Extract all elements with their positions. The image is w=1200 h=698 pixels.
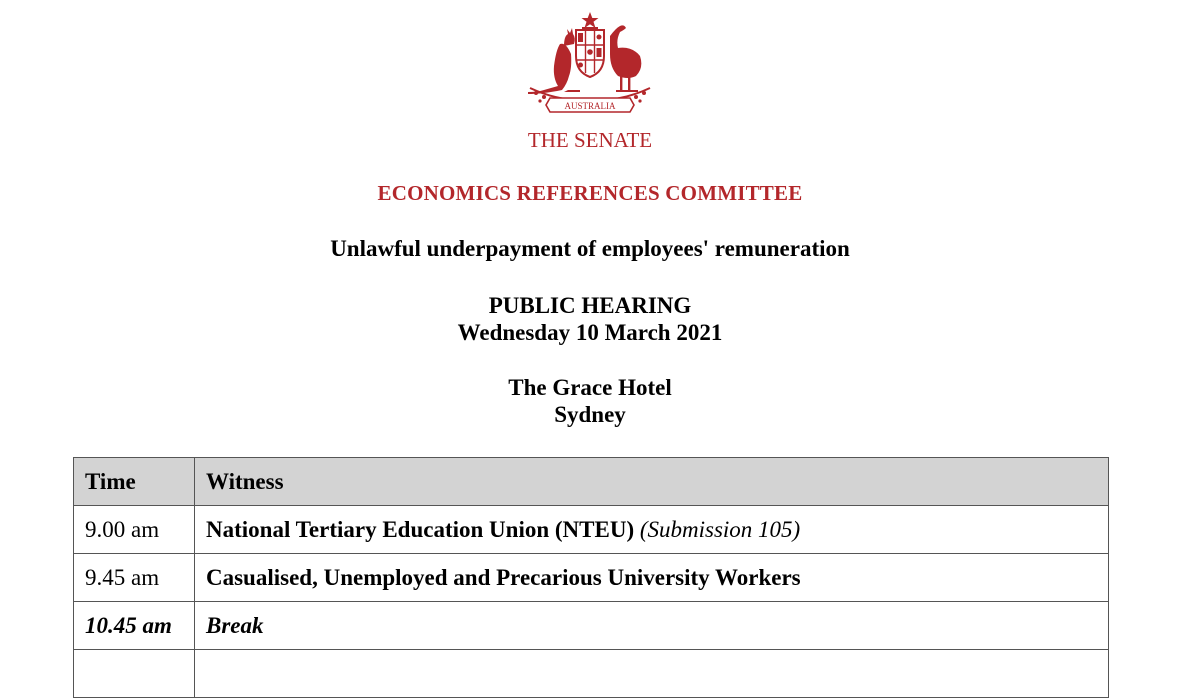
table-row-partial bbox=[74, 650, 1109, 698]
hearing-type: PUBLIC HEARING bbox=[488, 293, 692, 318]
row-witness-empty bbox=[195, 650, 1109, 698]
table-row-break bbox=[74, 602, 1109, 650]
venue-block bbox=[0, 374, 1180, 428]
inquiry-title: Unlawful underpayment of employees' remuneration bbox=[330, 236, 850, 261]
row-witness: National Tertiary Education Union (NTEU) bbox=[206, 516, 635, 542]
row-time-empty bbox=[74, 650, 195, 698]
row-witness: Break bbox=[195, 602, 1109, 650]
row-submission-note: (Submission 105) bbox=[639, 516, 801, 542]
emblem-label: AUSTRALIA bbox=[564, 101, 616, 111]
venue-name: The Grace Hotel bbox=[508, 375, 672, 400]
time-column-header: Time bbox=[74, 458, 195, 506]
table-header-row bbox=[74, 458, 1109, 506]
hearing-block bbox=[0, 292, 1180, 346]
witness-column-header: Witness bbox=[195, 458, 1109, 506]
row-witness: Casualised, Unemployed and Precarious University Workers bbox=[206, 564, 801, 590]
table-row bbox=[74, 506, 1109, 554]
row-witness-cell bbox=[195, 554, 1109, 602]
schedule-table bbox=[73, 457, 1109, 698]
venue-city: Sydney bbox=[554, 402, 626, 427]
chamber-title: THE SENATE bbox=[527, 128, 653, 152]
hearing-date: Wednesday 10 March 2021 bbox=[457, 320, 723, 345]
row-witness-cell bbox=[195, 506, 1109, 554]
row-time: 9.00 am bbox=[74, 506, 195, 554]
table-row bbox=[74, 554, 1109, 602]
row-time: 10.45 am bbox=[74, 602, 195, 650]
commonwealth-coat-of-arms-icon bbox=[520, 10, 660, 116]
committee-title: ECONOMICS REFERENCES COMMITTEE bbox=[377, 181, 803, 205]
row-time: 9.45 am bbox=[74, 554, 195, 602]
